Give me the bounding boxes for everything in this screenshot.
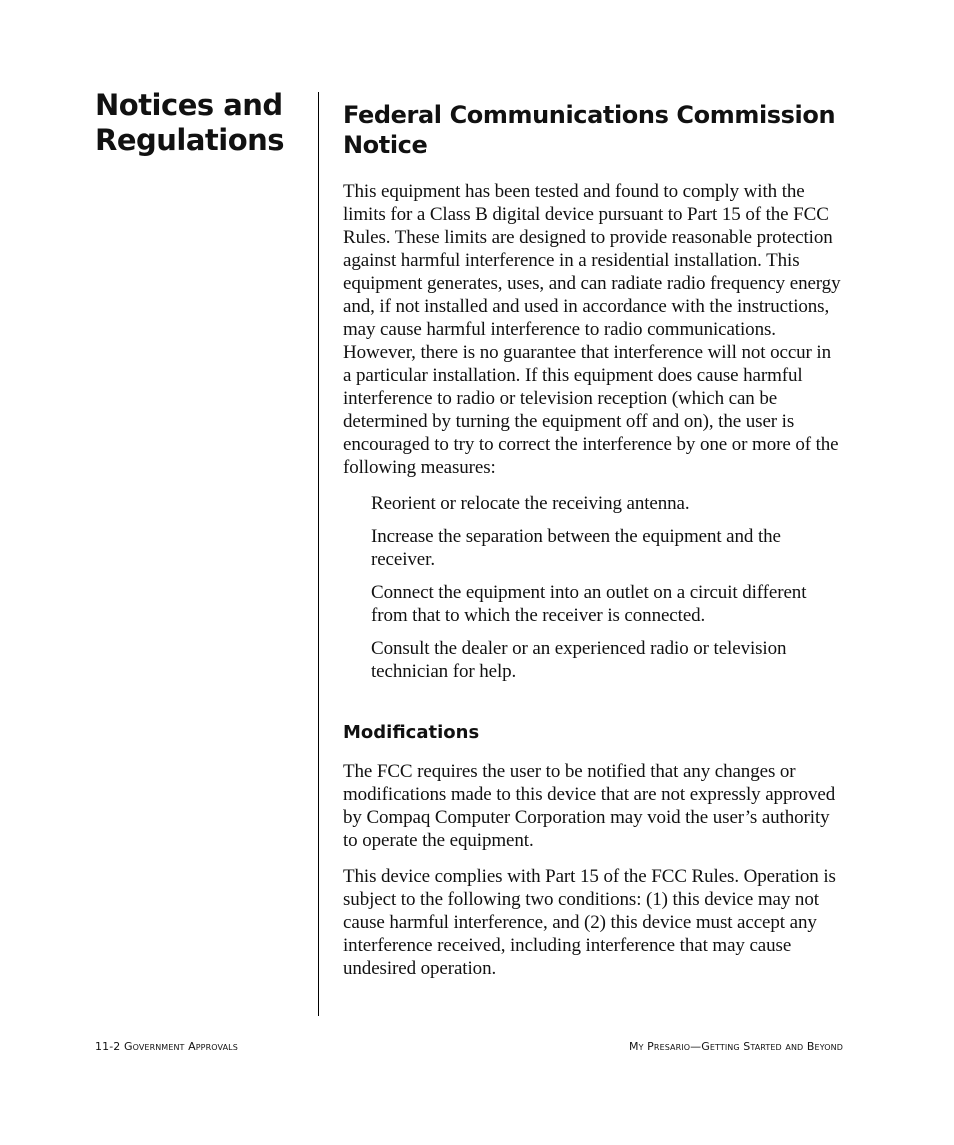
list-item: Increase the separation between the equipment and the receiver. (371, 526, 781, 570)
page-title: Notices and Regulations (95, 88, 285, 157)
vertical-divider (318, 92, 319, 1016)
footer-left: 11-2 Government Approvals (95, 1040, 238, 1053)
section-heading-fcc-notice: Federal Communications Commission Notice (343, 101, 836, 159)
subsection-heading-modifications: Modifications (343, 722, 480, 743)
fcc-intro-paragraph: This equipment has been tested and found to comply with the limits for a Class B digital device pursuant to Part 15 of the FCC Rules. These limits are designed to provide reasonable protection against harmful interference in a residential installation. This equipment generates, uses, and can radiate radio frequency energy and, if not installed and used in accordance with the instructions, may cause harmful interference to radio communications. However, there is no guarantee that interference will not occur in a particular installation. If this equipment does cause harmful interference to radio or television reception (which can be determined by turning the equipment off and on), the user is encouraged to try to correct the interference by one or more of the following measures: (343, 181, 841, 478)
list-item: Connect the equipment into an outlet on a circuit different from that to which the receiver is connected. (371, 582, 807, 626)
list-item: Consult the dealer or an experienced radio or television technician for help. (371, 638, 787, 682)
main-content (343, 100, 843, 993)
footer-right: My Presario—Getting Started and Beyond (629, 1040, 843, 1053)
modifications-paragraph-1: The FCC requires the user to be notified that any changes or modifications made to this device that are not expressly approved by Compaq Computer Corporation may void the user’s authority to operate the equipment. (343, 761, 836, 851)
list-item: Reorient or relocate the receiving antenna. (371, 493, 690, 514)
modifications-paragraph-2: This device complies with Part 15 of the FCC Rules. Operation is subject to the following two conditions: (1) this device may not cause harmful interference, and (2) this device must accept any interference received, including interference that may cause undesired operation. (343, 866, 836, 979)
measures-list (343, 492, 843, 683)
